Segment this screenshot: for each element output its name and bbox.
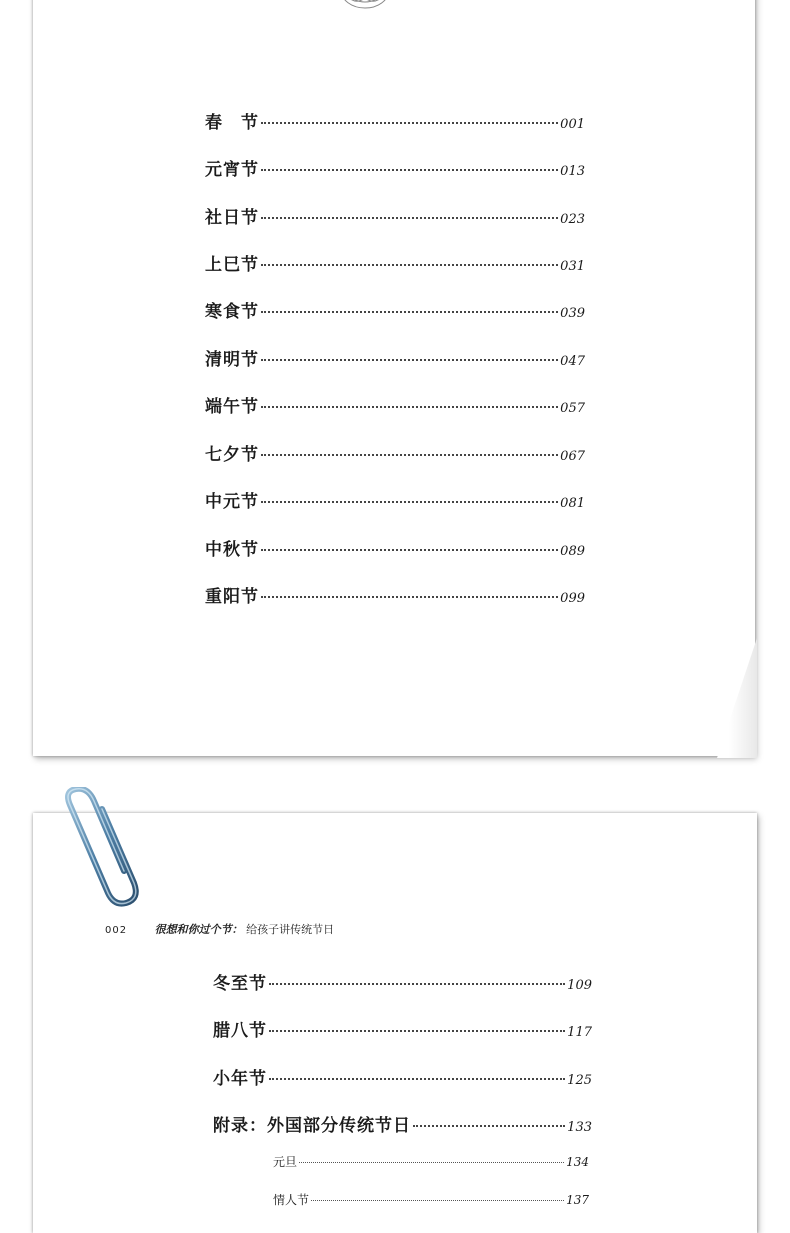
header-book-subtitle: 给孩子讲传统节日: [246, 923, 335, 936]
toc-entry-page: 125: [567, 1073, 592, 1088]
dot-leader: [261, 454, 558, 456]
toc-entry-title: 重阳节: [205, 587, 259, 607]
toc-entry[interactable]: [213, 969, 592, 994]
toc-entry[interactable]: [205, 345, 585, 370]
toc-entry[interactable]: [213, 1064, 592, 1089]
toc-entry-page: 067: [560, 449, 585, 464]
toc-subentry-page: 137: [566, 1193, 589, 1207]
toc-entry-page: 089: [560, 544, 585, 559]
toc-entry[interactable]: [205, 487, 585, 512]
dot-leader: [269, 983, 565, 985]
toc-entry[interactable]: [205, 440, 585, 465]
dot-leader: [261, 501, 558, 503]
dot-leader: [261, 169, 558, 171]
toc-entry-page: 001: [560, 117, 585, 132]
toc-subentry-title: 元旦: [273, 1155, 298, 1169]
header-book-title: 很想和你过个节：: [154, 923, 243, 936]
toc-entry[interactable]: [205, 250, 585, 275]
toc-entry-page: 047: [560, 354, 585, 369]
dot-leader: [413, 1125, 565, 1127]
toc-entry-title: 元宵节: [205, 160, 259, 180]
toc-entry-page: 031: [560, 259, 585, 274]
toc-entry[interactable]: [213, 1016, 592, 1041]
dot-leader: [261, 217, 558, 219]
page-curl: [717, 638, 757, 758]
toc-page-1: [33, 0, 755, 756]
toc-entry[interactable]: [205, 108, 585, 133]
toc-entry-title: 小年节: [213, 1069, 267, 1089]
toc-entry-page: 109: [567, 978, 592, 993]
toc-entry-title: 腊八节: [213, 1021, 267, 1041]
toc-entry-title: 端午节: [205, 397, 259, 417]
dot-leader: [261, 311, 558, 313]
dot-leader: [269, 1030, 565, 1032]
toc-entry-page: 013: [560, 164, 585, 179]
toc-entry[interactable]: [205, 203, 585, 228]
toc-entry-title: 附录：外国部分传统节日: [213, 1116, 411, 1136]
toc-entry-title: 中元节: [205, 492, 259, 512]
toc-entry-title: 清明节: [205, 350, 259, 370]
paperclip-icon: [44, 787, 144, 907]
toc-subentry[interactable]: [273, 1153, 589, 1170]
dot-leader: [261, 264, 558, 266]
toc-entry-title: 上巳节: [205, 255, 259, 275]
toc-entry-page: 039: [560, 306, 585, 321]
toc-entry-title: 社日节: [205, 208, 259, 228]
dot-leader: [261, 549, 558, 551]
toc-entry-title: 春 节: [205, 113, 259, 133]
toc-entry-page: 117: [567, 1025, 592, 1040]
toc-entry[interactable]: [205, 392, 585, 417]
dot-leader: [261, 406, 558, 408]
toc-subentry-title: 情人节: [273, 1193, 310, 1207]
toc-entry[interactable]: [213, 1111, 592, 1136]
toc-entry-title: 冬至节: [213, 974, 267, 994]
floral-ornament-icon: [335, 0, 395, 14]
toc-entry-title: 七夕节: [205, 445, 259, 465]
dot-leader: [311, 1200, 564, 1201]
toc-entry-page: 081: [560, 496, 585, 511]
toc-entry[interactable]: [205, 297, 585, 322]
toc-entry-page: 133: [567, 1120, 592, 1135]
dot-leader: [261, 596, 558, 598]
toc-subentry[interactable]: [273, 1191, 589, 1208]
toc-entry-page: 099: [560, 591, 585, 606]
dot-leader: [269, 1078, 565, 1080]
dot-leader: [299, 1162, 564, 1163]
toc-subentry-page: 134: [566, 1155, 589, 1169]
toc-entry-title: 中秋节: [205, 540, 259, 560]
toc-entry[interactable]: [205, 155, 585, 180]
toc-entry-page: 023: [560, 212, 585, 227]
header-page-number: 002: [105, 925, 128, 936]
dot-leader: [261, 122, 558, 124]
toc-entry-page: 057: [560, 401, 585, 416]
dot-leader: [261, 359, 558, 361]
toc-entry[interactable]: [205, 535, 585, 560]
running-header: [105, 921, 334, 937]
toc-entry-title: 寒食节: [205, 302, 259, 322]
toc-entry[interactable]: [205, 582, 585, 607]
